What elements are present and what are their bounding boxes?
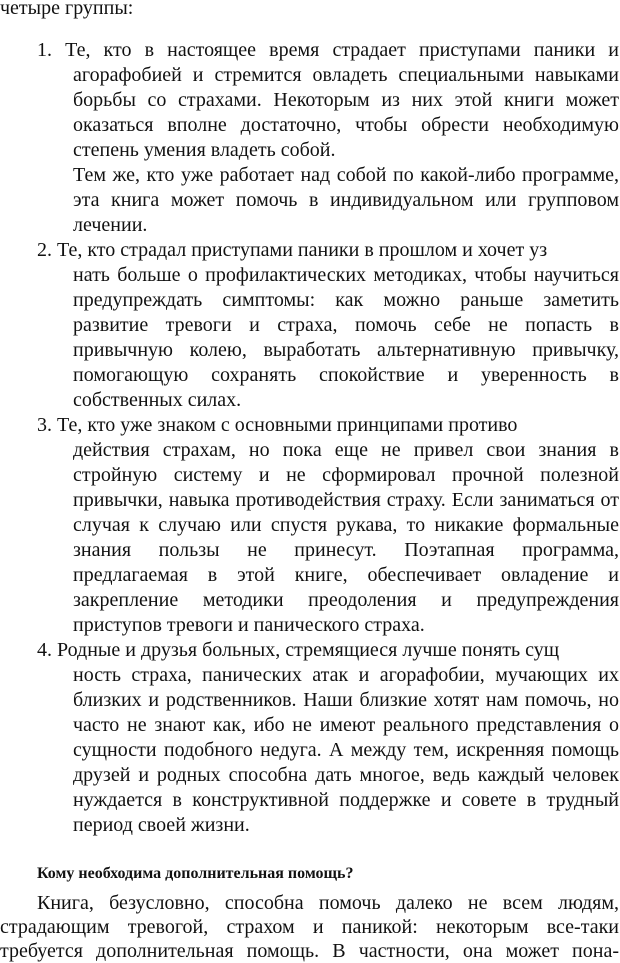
item2-line: помогающую сохранять спокойствие и уверенность в [73,364,619,386]
item4-line: сущности подобного недуга. А между тем, искренняя помощь [73,739,619,761]
item2-line: собственных силах. [73,389,242,411]
item1-line: 1. Те, кто в настоящее время страдает приступами паники и [37,39,619,61]
item2-line: 2. Те, кто страдал приступами паники в прошлом и хочет уз [37,239,548,261]
item1-line: агорафобией и стремится овладеть специальными навыками [73,64,619,86]
item3-line: случая к случаю или спустя рукава, то никакие формальные [73,514,619,536]
intro-line: четыре группы: [0,0,134,19]
item2-line: нать больше о профилактических методиках, чтобы научиться [73,264,619,286]
item1-line: оказаться вполне достаточно, чтобы обрести необходимую [73,114,619,136]
final-paragraph-line: страдающим тревогой, страхом и паникой: некоторым все-таки [0,916,619,938]
final-paragraph-line: Книга, безусловно, способна помочь далеко не всем людям, [37,892,619,914]
item2-line: предупреждать симптомы: как можно раньше заметить [73,289,619,311]
item4-line: период своей жизни. [73,814,250,836]
section-heading: Кому необходима дополнительная помощь? [37,865,354,882]
item3-line: 3. Те, кто уже знаком с основными принципами противо [37,414,518,436]
item4-line: ность страха, панических атак и агорафобии, мучающих их [73,664,619,686]
item3-line: предлагаемая в этой книге, обеспечивает овладение и [73,564,619,586]
item3-line: приступов тревоги и панического страха. [73,614,425,636]
item2-line: развитие тревоги и страха, помочь себе не попасть в [73,314,619,336]
item3-line: действия страхам, но пока еще не привел свои знания в [73,439,619,461]
item2-line: привычную колею, выработать альтернативную привычку, [73,339,619,361]
item3-line: закрепление методики преодоления и предупреждения [73,589,619,611]
item4-line: близких и родственников. Наши близкие хотят нам помочь, но [73,689,619,711]
item3-line: знания пользы не принесут. Поэтапная программа, [73,539,619,561]
item1-paragraph2-line: эта книга может помочь в индивидуальном или групповом [73,189,619,211]
item4-line: 4. Родные и друзья больных, стремящиеся лучше понять сущ [37,639,560,661]
item1-line: степень умения владеть собой. [73,139,336,161]
item1-paragraph2-line: лечении. [73,214,148,236]
item4-line: друзей и родных способна дать многое, ведь каждый человек [73,764,619,786]
final-paragraph-line: требуется дополнительная помощь. В частности, она может пона- [0,940,619,962]
item3-line: стройную систему и не сформировал прочной полезной [73,464,619,486]
item4-line: нуждается в конструктивной поддержке и совете в трудный [73,789,619,811]
item1-line: борьбы со страхами. Некоторым из них этой книги может [73,89,619,111]
item4-line: часто не знают как, ибо не имеют реального представления о [73,714,619,736]
item1-paragraph2-line: Тем же, кто уже работает над собой по какой-либо программе, [73,164,619,186]
item3-line: привычки, навыка противодействия страху. Если заниматься от [73,489,619,511]
